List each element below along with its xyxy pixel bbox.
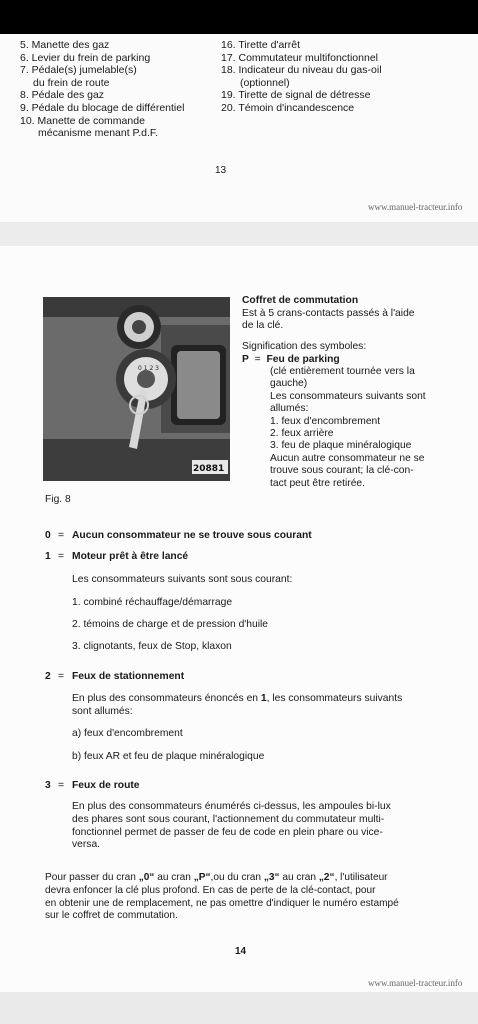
box-title: Coffret de commutation (242, 295, 359, 306)
text-line: des phares sont sous courant, l'actionnement du commutateur multi- (72, 813, 385, 825)
list-item: a) feux d'encombrement (72, 728, 183, 739)
section-3-number: 3 (45, 780, 51, 791)
text-line: (clé entièrement tournée vers la (270, 366, 415, 377)
site-watermark: www.manuel-tracteur.info (368, 202, 463, 212)
section-2-title: Feux de stationnement (72, 671, 185, 682)
text-line: Est à 5 crans-contacts passés à l'aide (242, 308, 415, 319)
text-line: 2. feux arrière (270, 428, 334, 440)
text-run: „P“ (193, 872, 211, 883)
text-line: gauche) (270, 378, 308, 390)
legend-item: 10. Manette de commande (20, 114, 145, 127)
legend-item: (optionnel) (240, 76, 290, 89)
symbols-title: Signification des symboles: (242, 341, 367, 352)
top-black-bar (0, 0, 478, 34)
photo-number: 20881 (193, 464, 225, 474)
legend-item: 20. Témoin d'incandescence (221, 101, 355, 114)
bottom-gray-area (0, 992, 478, 1024)
section-3-body (72, 801, 391, 852)
section-1-title: Moteur prêt à être lancé (72, 551, 189, 562)
section-1-number: 1 (45, 551, 51, 562)
left-legend-list (20, 39, 184, 140)
section-1-intro: Les consommateurs suivants sont sous courant: (72, 574, 293, 585)
legend-item: 18. Indicateur du niveau du gas-oil (221, 64, 382, 77)
section-2-intro (72, 693, 402, 706)
box-intro (242, 308, 415, 333)
list-item: b) feux AR et feu de plaque minéralogique (72, 751, 265, 762)
p-title: Feu de parking (266, 354, 340, 365)
text-run: „3“ (263, 872, 280, 883)
text-line: 3. feu de plaque minéralogique (270, 440, 412, 452)
text-run: Pour passer du cran (45, 872, 139, 883)
section-3-title: Feux de route (72, 780, 140, 791)
ignition-switch-photo (43, 297, 230, 481)
section-0-number: 0 (45, 530, 51, 541)
text-line: allumés: (270, 403, 309, 415)
photo-drawing (43, 297, 230, 481)
equals-sign: = (58, 780, 65, 791)
text-run: „0“ (138, 872, 155, 883)
text-line: Aucun autre consommateur ne se (270, 452, 425, 464)
closing-line-1 (45, 872, 399, 885)
closing-paragraph (45, 872, 399, 923)
legend-item: 8. Pédale des gaz (20, 89, 105, 102)
text-line: de la clé. (242, 320, 284, 332)
legend-item: 7. Pédale(s) jumelable(s) (20, 64, 137, 77)
text-line: sur le coffret de commutation. (45, 910, 178, 922)
text-run: ,ou du cran (210, 872, 264, 883)
list-item: 1. combiné réchauffage/démarrage (72, 597, 233, 608)
text-line: devra enfoncer la clé plus profond. En cas de perte de la clé-contact, pour (45, 884, 376, 896)
equals-sign: = (58, 671, 65, 682)
text-run: au cran (279, 872, 319, 883)
figure-label: Fig. 8 (45, 494, 71, 505)
text-run: , l'utilisateur (334, 872, 388, 883)
text-line: versa. (72, 839, 101, 851)
text-run: En plus des consommateurs énoncés en (72, 693, 261, 704)
legend-item: 16. Tirette d'arrêt (221, 39, 301, 51)
section-0-title: Aucun consommateur ne se trouve sous courant (72, 530, 312, 541)
text-line: 1. feux d'encombrement (270, 415, 381, 427)
text-run: „2“ (318, 872, 335, 883)
legend-item: 17. Commutateur multifonctionnel (221, 51, 378, 64)
page-gap (0, 222, 478, 246)
section-2-number: 2 (45, 671, 51, 682)
legend-item: du frein de route (33, 76, 110, 89)
svg-text:0 1 2 3: 0 1 2 3 (138, 365, 159, 372)
p-symbol: P (242, 354, 249, 365)
text-run: , les consommateurs suivants (266, 693, 403, 704)
equals-sign: = (58, 530, 65, 541)
page-number: 13 (215, 165, 227, 176)
right-legend-list (221, 39, 382, 115)
p-description (270, 366, 426, 490)
text-line: Les consommateurs suivants sont (270, 390, 426, 402)
list-item: 2. témoins de charge et de pression d'huile (72, 619, 269, 630)
text-line: trouve sous courant; la clé-con- (270, 465, 414, 477)
legend-item: 9. Pédale du blocage de différentiel (20, 101, 185, 114)
section-2-intro-line-2: sont allumés: (72, 706, 133, 717)
site-watermark: www.manuel-tracteur.info (368, 978, 463, 988)
p-symbol-line (242, 354, 340, 366)
equals-sign: = (58, 551, 65, 562)
list-item: 3. clignotants, feux de Stop, klaxon (72, 641, 232, 652)
equals-sign: = (254, 354, 261, 365)
text-line: fonctionnel permet de passer de feu de code en plein phare ou vice- (72, 826, 383, 838)
text-run: au cran (154, 872, 194, 883)
legend-item: 5. Manette des gaz (20, 39, 110, 51)
text-line: En plus des consommateurs énumérés ci-dessus, les ampoules bi-lux (72, 801, 391, 812)
text-line: tact peut être retirée. (270, 477, 366, 489)
text-line: en obtenir une de remplacement, ne pas omettre d'indiquer le numéro estampé (45, 897, 399, 909)
legend-item: 6. Levier du frein de parking (20, 51, 151, 64)
page-number: 14 (235, 946, 247, 957)
legend-item: mécanisme menant P.d.F. (38, 127, 159, 140)
text-run: 1 (260, 693, 267, 704)
legend-item: 19. Tirette de signal de détresse (221, 89, 371, 102)
